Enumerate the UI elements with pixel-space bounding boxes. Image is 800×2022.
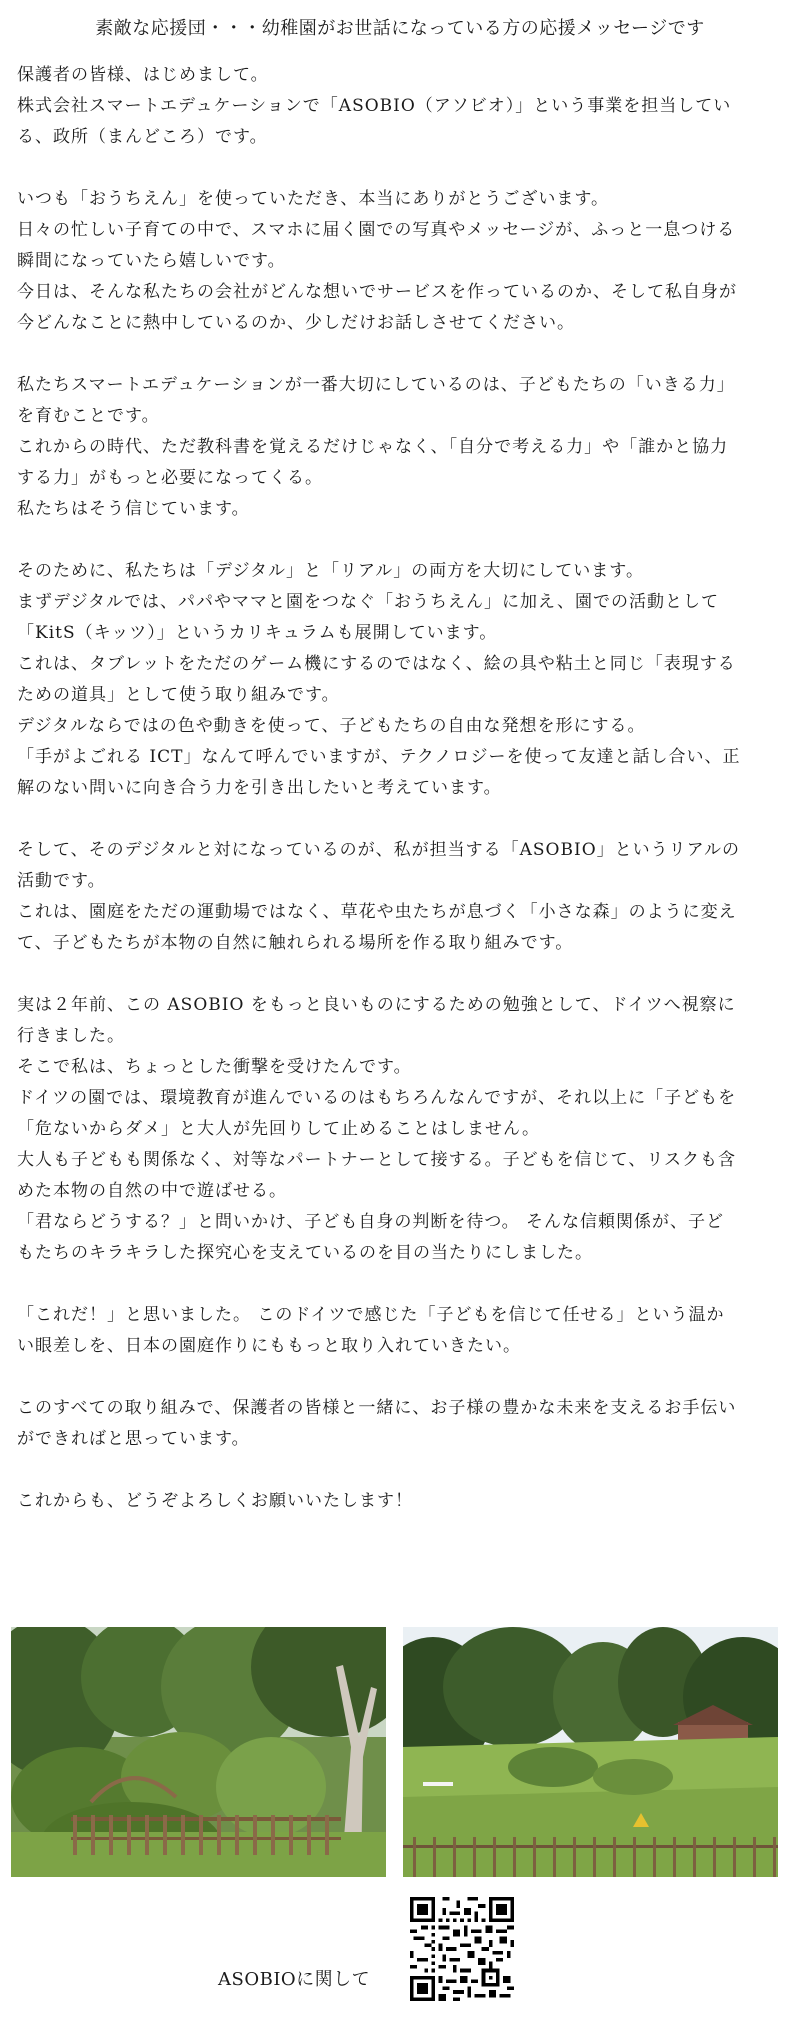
message-body (17, 60, 787, 1548)
text-line: デジタルならではの色や動きを使って、子どもたちの自由な発想を形にする。 (17, 716, 646, 736)
text-line: 活動です。 (17, 871, 106, 891)
text-line: 株式会社スマートエデュケーションで「ASOBIO（アソビオ）」という事業を担当してい (17, 96, 732, 116)
text-line: を育むことです。 (17, 406, 160, 426)
text-line: ができればと思っています。 (17, 1429, 250, 1449)
text-line: 大人も子どもも関係なく、対等なパートナーとして接する。子どもを信じて、リスクも含 (17, 1150, 736, 1170)
text-line: 今日は、そんな私たちの会社がどんな想いでサービスを作っているのか、そして私自身が (17, 282, 737, 302)
text-line: めた本物の自然の中で遊ばせる。 (17, 1181, 287, 1201)
text-line: 今どんなことに熱中しているのか、少しだけお話しさせてください。 (17, 313, 575, 333)
text-line: もたちのキラキラした探究心を支えているのを目の当たりにしました。 (17, 1243, 593, 1263)
qr-code[interactable] (410, 1897, 514, 2001)
paragraph (17, 184, 787, 339)
text-line: いつも「おうちえん」を使っていただき、本当にありがとうございます。 (17, 189, 609, 209)
text-line: い眼差しを、日本の園庭作りにももっと取り入れていきたい。 (17, 1336, 521, 1356)
text-line: て、子どもたちが本物の自然に触れられる場所を作る取り組みです。 (17, 933, 574, 953)
text-line: そのために、私たちは「デジタル」と「リアル」の両方を大切にしています。 (17, 561, 644, 581)
text-line: 行きました。 (17, 1026, 125, 1046)
text-line: ための道具」として使う取り組みです。 (17, 685, 340, 705)
text-line: 「KitS（キッツ）」というカリキュラムも展開しています。 (17, 623, 498, 643)
text-line: このすべての取り組みで、保護者の皆様と一緒に、お子様の豊かな未来を支えるお手伝い (17, 1398, 737, 1418)
text-line: これからも、どうぞよろしくお願いいたします！ (17, 1491, 413, 1511)
text-line: 実は２年前、この ASOBIO をもっと良いものにするための勉強として、ドイツへ視察に (17, 995, 736, 1015)
text-line: まずデジタルでは、パパやママと園をつなぐ「おうちえん」に加え、園での活動として (17, 592, 719, 612)
text-line: 日々の忙しい子育ての中で、スマホに届く園での写真やメッセージが、ふっと一息つける (17, 220, 736, 240)
garden-photo-right (403, 1627, 778, 1877)
text-line: これは、タブレットをただのゲーム機にするのではなく、絵の具や粘土と同じ「表現する (17, 654, 736, 674)
paragraph (17, 370, 787, 525)
text-line: 保護者の皆様、はじめまして。 (17, 65, 269, 85)
text-line: 「これだ！」と思いました。 このドイツで感じた「子どもを信じて任せる」という温か (17, 1305, 725, 1325)
footer-label: ASOBIOに関して (218, 1969, 371, 1990)
paragraph (17, 556, 787, 804)
text-line: する力」がもっと必要になってくる。 (17, 468, 323, 488)
paragraph (17, 1486, 787, 1517)
paragraph (17, 990, 787, 1269)
text-line: 私たちはそう信じています。 (17, 499, 250, 519)
text-line: 解のない問いに向き合う力を引き出したいと考えています。 (17, 778, 502, 798)
text-line: ドイツの園では、環境教育が進んでいるのはもちろんなんですが、それ以上に「子どもを (17, 1088, 737, 1108)
paragraph (17, 60, 787, 153)
paragraph (17, 1300, 787, 1362)
text-line: 「手がよごれる ICT」なんて呼んでいますが、テクノロジーを使って友達と話し合い、正 (17, 747, 741, 767)
text-line: 私たちスマートエデュケーションが一番大切にしているのは、子どもたちの「いきる力」 (17, 375, 735, 395)
text-line: これは、園庭をただの運動場ではなく、草花や虫たちが息づく「小さな森」のように変え (17, 902, 737, 922)
text-line: これからの時代、ただ教科書を覚えるだけじゃなく、「自分で考える力」や「誰かと協力 (17, 437, 729, 457)
text-line: 瞬間になっていたら嬉しいです。 (17, 251, 286, 271)
text-line: る、政所（まんどころ）です。 (17, 127, 268, 147)
paragraph (17, 1393, 787, 1455)
garden-photo-left (11, 1627, 386, 1877)
page-title: 素敵な応援団・・・幼稚園がお世話になっている方の応援メッセージです (95, 18, 705, 39)
paragraph (17, 835, 787, 959)
text-line: そして、そのデジタルと対になっているのが、私が担当する「ASOBIO」というリアルの (17, 840, 740, 860)
text-line: 「危ないからダメ」と大人が先回りして止めることはしません。 (17, 1119, 541, 1139)
text-line: 「君ならどうする？」と問いかけ、子ども自身の判断を待つ。 そんな信頼関係が、子ど (17, 1212, 725, 1232)
text-line: そこで私は、ちょっとした衝撃を受けたんです。 (17, 1057, 412, 1077)
